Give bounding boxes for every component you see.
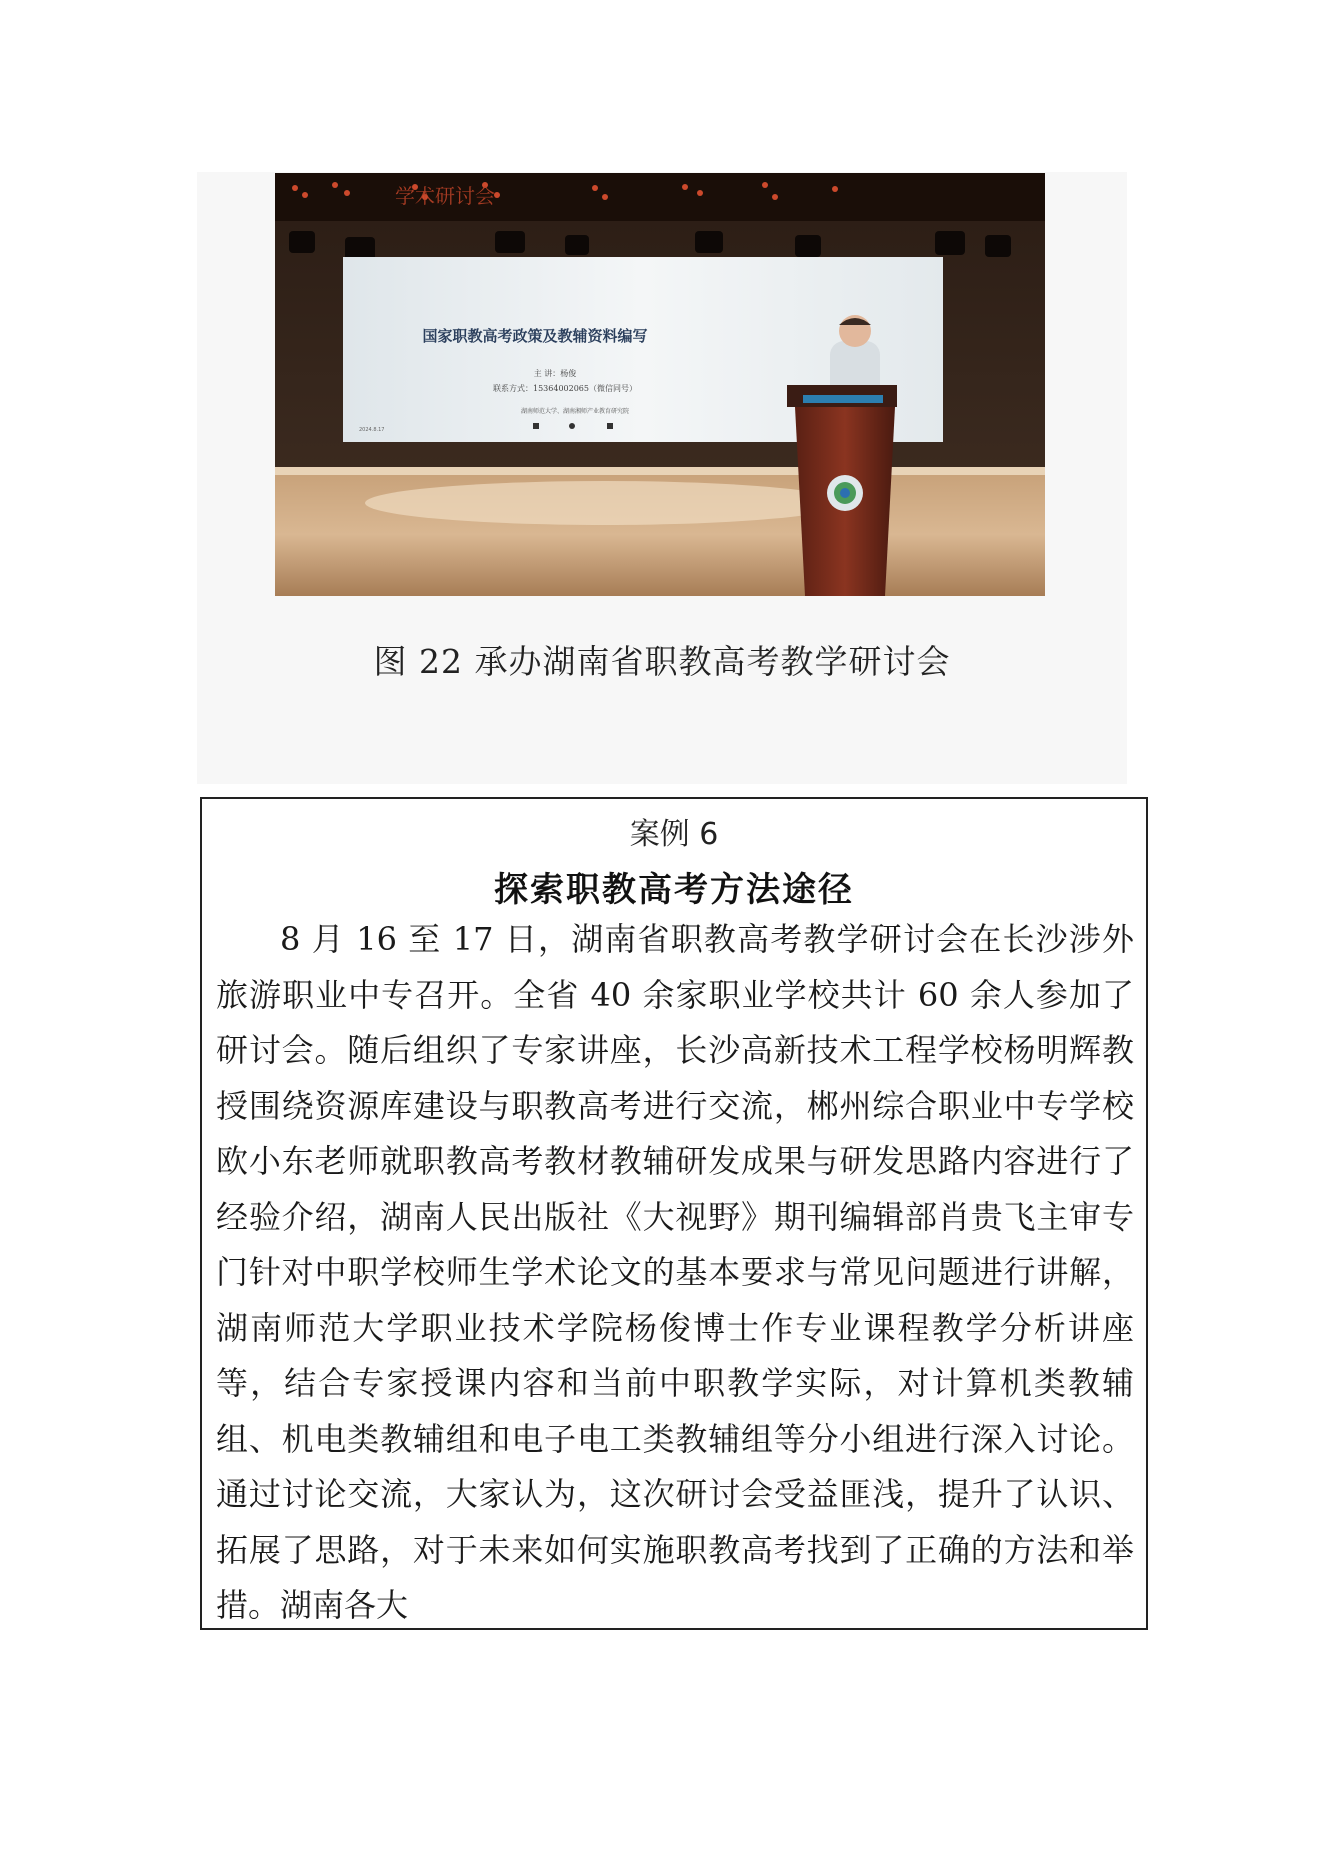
seminar-photo-graphic bbox=[275, 173, 1045, 596]
case-body: 8 月 16 至 17 日，湖南省职教高考教学研讨会在长沙涉外旅游职业中专召开。全省 40 余家职业学校共计 60 余人参加了研讨会。随后组织了专家讲座，长沙高新技术工程学校杨明辉教授围绕资源库建设与职教高考进行交流，郴州综合职业中专学校欧小东老师就职教高考教材教辅研发成果与研发思路内容进行了经验介绍，湖南人民出版社《大视野》期刊编辑部肖贵飞主审专门针对中职学校师生学术论文的基本要求与常见问题进行讲解，湖南师范大学职业技术学院杨俊博士作专业课程教学分析讲座等，结合专家授课内容和当前中职教学实际，对计算机类教辅组、机电类教辅组和电子电工类教辅组等分小组进行深入讨论。通过讨论交流，大家认为，这次研讨会受益匪浅，提升了认识、拓展了思路，对于未来如何实施职教高考找到了正确的方法和举措。湖南各大 bbox=[216, 920, 1134, 1624]
case-number: 案例 6 bbox=[629, 817, 719, 852]
led-banner-text: 学术研讨会 bbox=[395, 184, 495, 208]
case-box bbox=[200, 797, 1148, 1630]
slide-date: 2024.8.17 bbox=[359, 427, 385, 433]
slide-title: 国家职教高考政策及教辅资料编写 bbox=[422, 327, 648, 345]
slide-presenter: 主 讲：杨俊 bbox=[533, 369, 577, 378]
figure-panel bbox=[197, 172, 1127, 784]
slide-org: 湖南师范大学、湖南湘师产业教育研究院 bbox=[520, 408, 630, 415]
seminar-photo bbox=[275, 173, 1045, 596]
figure-caption: 图 22 承办湖南省职教高考教学研讨会 bbox=[373, 642, 951, 681]
slide-contact: 联系方式：15364002065（微信同号） bbox=[493, 384, 637, 393]
case-title: 探索职教高考方法途径 bbox=[494, 870, 854, 910]
